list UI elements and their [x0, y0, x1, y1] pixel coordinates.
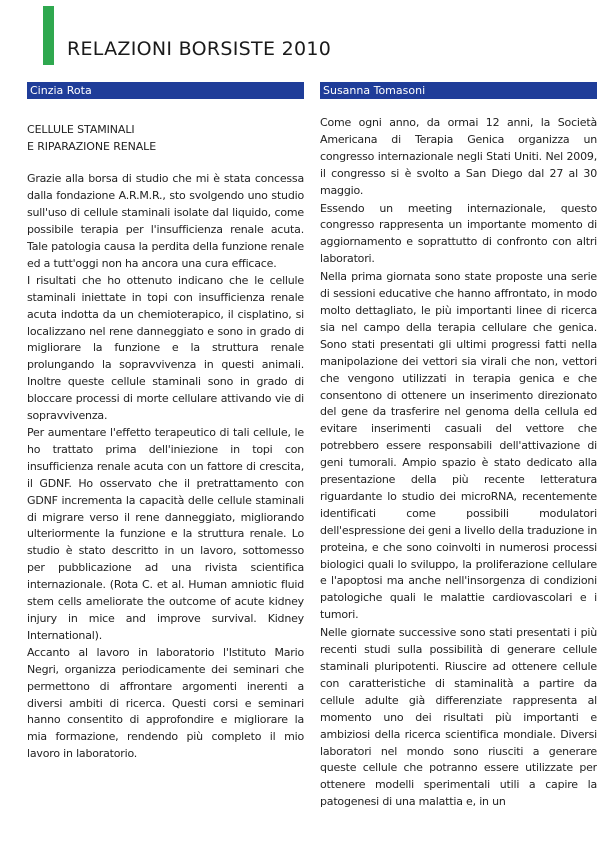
- author-header-left: Cinzia Rota: [27, 82, 304, 99]
- left-paragraph-4: Accanto al lavoro in laboratorio l'Istituto Mario Negri, organizza periodicamente dei seminari che permettono di affrontare argomenti inerenti a diversi ambiti di ricerca. Questi corsi e seminari hanno consentito di approfondire e migliorare la mia formazione, rendendo più completo il mio lavoro in laboratorio.: [27, 645, 304, 761]
- right-paragraph-2: Essendo un meeting internazionale, questo congresso rappresenta un importante momento di aggiornamento e soprattutto di confronto con altri laboratori.: [320, 201, 597, 266]
- left-article-body: [27, 99, 304, 847]
- right-paragraph-4: Nelle giornate successive sono stati presentati i più recenti studi sulla possibilità di generare cellule staminali pluripotenti. Riuscire ad ottenere cellule con caratteristiche di staminalità a partire da cellule adulte già differenziate rappresenta al momento uno dei risultati più importanti e ambiziosi della ricerca scientifica mondiale. Diversi laboratori nel mondo sono riusciti a generare queste cellule che potranno essere utilizzate per ottenere modelli sperimentali utili a capire la patogenesi di una malattia e, in un: [320, 626, 597, 809]
- right-column: [320, 82, 597, 847]
- article-title-line-2: E RIPARAZIONE RENALE: [27, 140, 157, 154]
- right-paragraph-3: Nella prima giornata sono state proposte una serie di sessioni educative che hanno affrontato, in modo molto dettagliato, le più importanti linee di ricerca sia nel campo della terapia cellulare che genica. Sono stati presentati gli ultimi progressi fatti nella manipolazione dei vettori sia virali che non, vettori che vengono utilizzati in terapia genica e che consentono di ottenere un inserimento direzionato del gene da trasferire nel genoma della cellula ed evitare inserimenti casuali del vettore che potrebbero essere responsabili dell'attivazione di geni tumorali. Ampio spazio è stato dedicato alla presentazione della più recente letteratura riguardante lo studio dei microRNA, recentemente identificati come possibili modulatori dell'espressione dei geni a livello della traduzione in proteina, e che sono coinvolti in numerosi processi biologici quali lo sviluppo, la proliferazione cellulare e l'apoptosi ma anche nell'insorgenza di condizioni patologiche quali le malattie cardiovascolari e i tumori.: [320, 270, 597, 622]
- left-column: [27, 82, 304, 847]
- article-title: [27, 121, 304, 155]
- right-paragraph-1: Come ogni anno, da ormai 12 anni, la Società Americana di Terapia Genica organizza un congresso internazionale negli Stati Uniti. Nel 2009, il congresso si è svolto a San Diego dal 27 al 30 maggio.: [320, 116, 597, 197]
- left-paragraph-2: I risultati che ho ottenuto indicano che le cellule staminali iniettate in topi con insufficienza renale acuta indotta da un chemioterapico, il cisplatino, si localizzano nel rene danneggiato e sono in grado di migliorare la funzione e la struttura renale prolungando la sopravvivenza in questi animali. Inoltre queste cellule staminali sono in grado di bloccare processi di morte cellulare attivando vie di sopravvivenza.: [27, 273, 304, 423]
- article-title-line-1: CELLULE STAMINALI: [27, 123, 135, 136]
- left-paragraph-3: Per aumentare l'effetto terapeutico di tali cellule, le ho trattato prima dell'iniezione in topi con insufficienza renale acuta con un fattore di crescita, il GDNF. Ho osservato che il pretrattamento con GDNF incrementa la capacità delle cellule staminali di migrare verso il rene danneggiato, migliorando ulteriormente la funzione e la struttura renale. Lo studio è stato descritto in un lavoro, sottomesso per pubblicazione ad una rivista scientifica internazionale. (Rota C. et al. Human amniotic fluid stem cells ameliorate the outcome of acute kidney injury in mice and improve survival. Kidney International).: [27, 426, 304, 642]
- page-title: RELAZIONI BORSISTE 2010: [67, 38, 332, 60]
- right-article-body: [320, 99, 597, 847]
- green-accent-bar: [43, 6, 54, 65]
- left-paragraph-1: Grazie alla borsa di studio che mi è stata concessa dalla fondazione A.R.M.R., sto svolgendo uno studio sull'uso di cellule staminali isolate dal liquido, come possibile terapia per l'insufficienza renale acuta. Tale patologia causa la perdita della funzione renale ed a tutt'oggi non ha ancora una cura efficace.: [27, 172, 304, 270]
- author-header-right: Susanna Tomasoni: [320, 82, 597, 99]
